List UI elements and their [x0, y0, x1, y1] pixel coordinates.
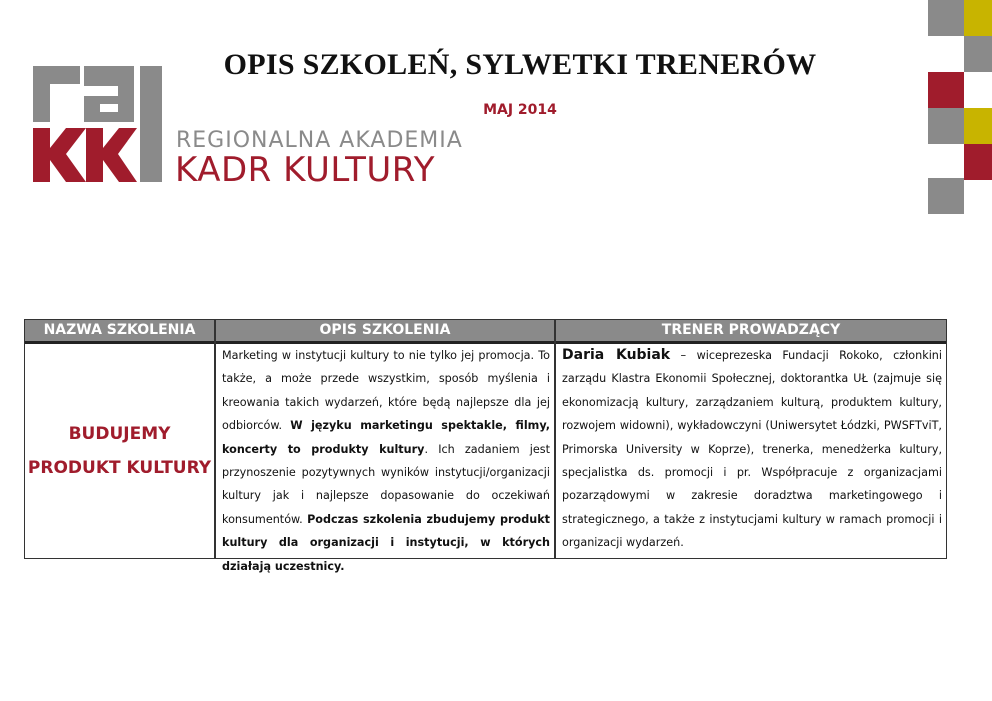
date-subtitle: MAJ 2014	[483, 102, 557, 118]
header-training-name: NAZWA SZKOLENIA	[43, 322, 196, 338]
deco-square	[964, 108, 992, 144]
trainer-name: Daria Kubiak	[562, 347, 671, 363]
rakk-logo-mark	[30, 64, 170, 194]
training-description	[222, 344, 550, 578]
page-title: OPIS SZKOLEŃ, SYLWETKI TRENERÓW	[223, 48, 817, 81]
training-name-cell	[25, 344, 214, 558]
deco-square	[964, 144, 992, 180]
rakk-logo	[30, 64, 463, 194]
trainer-description: – wiceprezeska Fundacji Rokoko, członkini zarządu Klastra Ekonomii Społecznej, doktorantka UŁ (zajmuje się ekonomizacją kultury, zarządzaniem kulturą, produktem kultury, rozwojem widowni), wykładowczyni (Uniwersytet Łódzki, PWSFTviT, Primorska University w Koprze), trenerka, menedżerka kultury, specjalistka ds. promocji i pr. Współpracuje z organizacjami pozarządowymi w zakresie doradztwa marketingowego i strategicznego, a także z instytucjami kultury w ramach promocji i organizacji wydarzeń.	[562, 349, 942, 550]
deco-square	[928, 72, 964, 108]
deco-square	[928, 178, 964, 214]
table-header	[25, 320, 946, 344]
description-bold-2: Podczas szkolenia zbudujemy produkt kultury dla organizacji i instytucji, w których działają uczestnicy.	[222, 512, 550, 573]
logo-text-kadr-kultury: KADR KULTURY	[175, 150, 435, 190]
deco-square	[964, 36, 992, 72]
header-trainer: TRENER PROWADZĄCY	[661, 322, 841, 338]
description-bold-1: W języku marketingu spektakle, filmy, koncerty to produkty kultury	[222, 419, 550, 456]
training-table	[24, 319, 947, 573]
description-text-2: . Ich zadaniem jest przynoszenie pozytywnych wyników instytucji/organizacji kultury jak i najlepsze dopasowanie do oczekiwań konsumentów.	[222, 442, 550, 526]
description-text-1: Marketing w instytucji kultury to nie tylko jej promocja. To także, a może przede wszystkim, sposób myślenia i kreowania takich wydarzeń, które będą najlepsze dla jej odbiorców.	[222, 349, 550, 433]
deco-square	[928, 0, 964, 36]
trainer-bio	[562, 344, 942, 555]
header-training-description: OPIS SZKOLENIA	[319, 322, 451, 338]
deco-square	[928, 108, 964, 144]
deco-square	[964, 0, 992, 36]
column-divider	[214, 320, 216, 558]
logo-text-regionalna-akademia: REGIONALNA AKADEMIA	[176, 128, 463, 153]
training-name: BUDUJEMY PRODUKT KULTURY	[27, 424, 212, 478]
column-divider	[554, 320, 556, 558]
